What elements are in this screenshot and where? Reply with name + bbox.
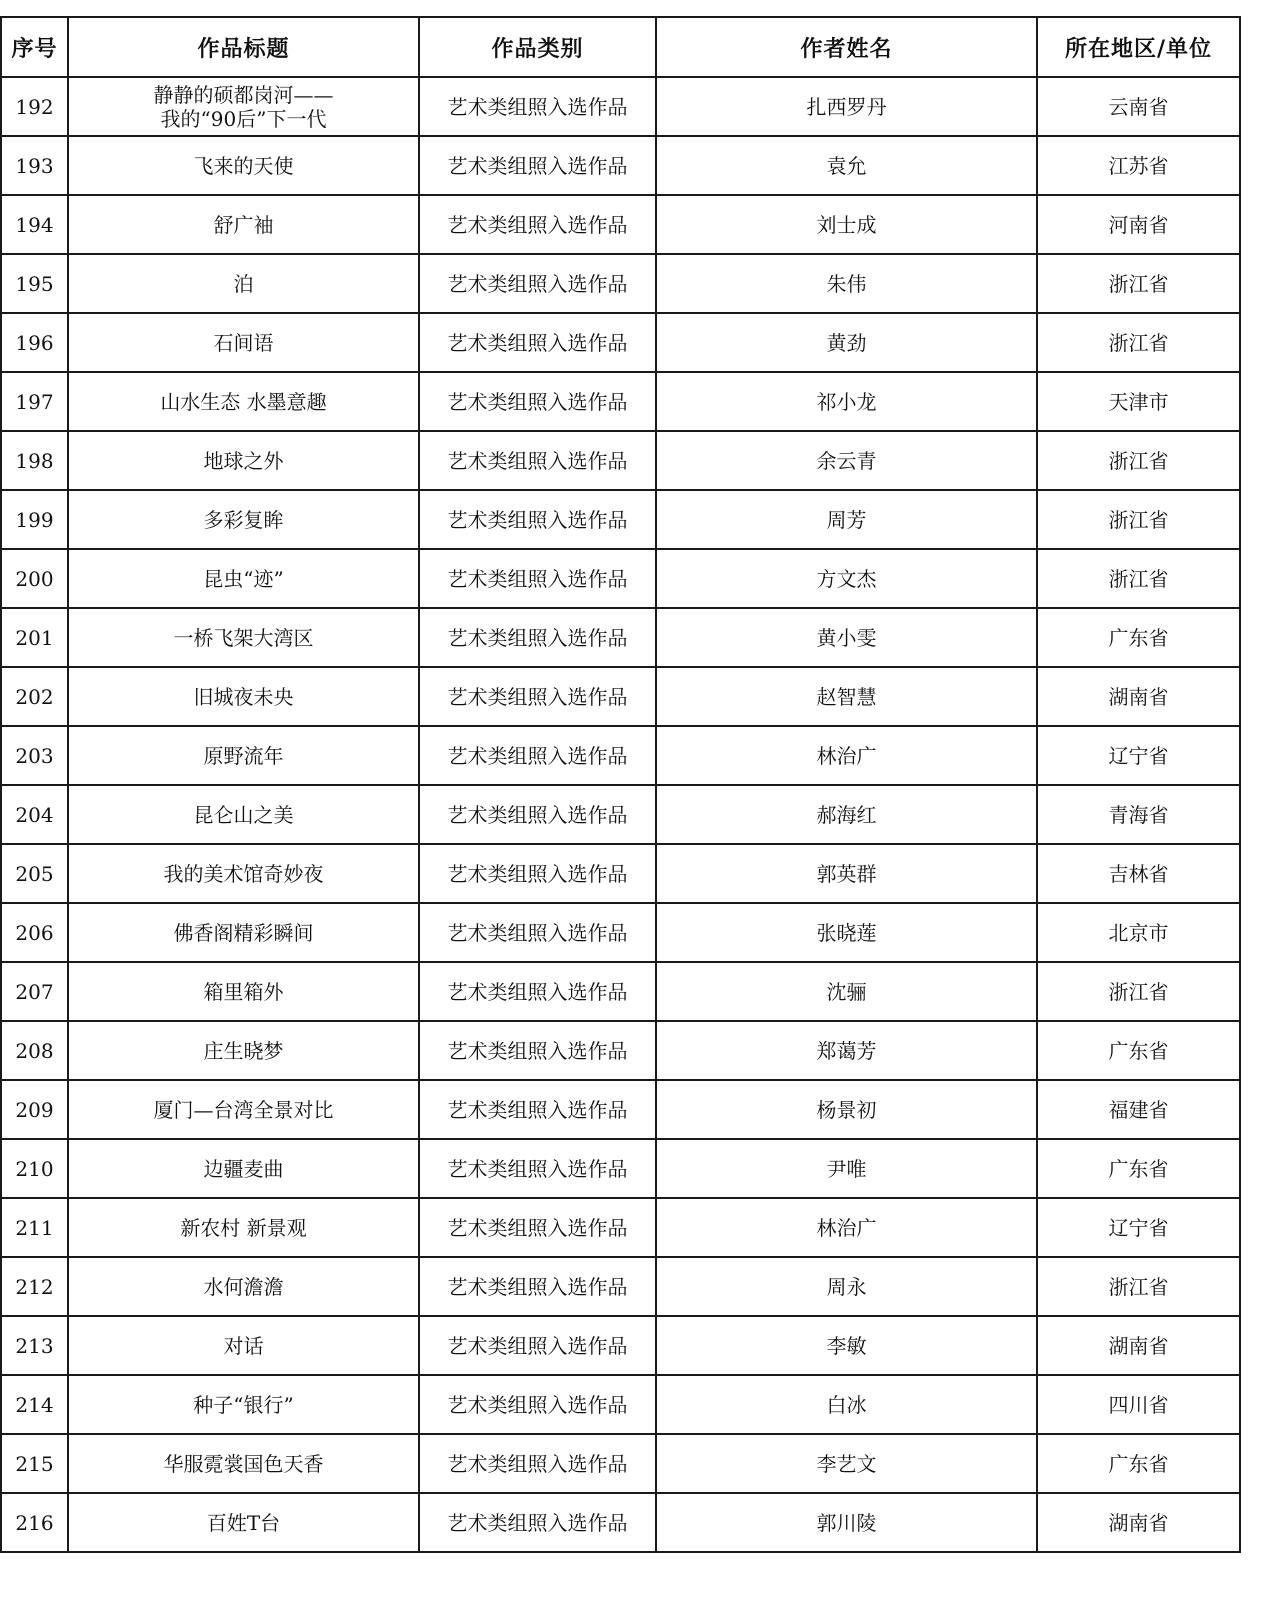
- cell-region: 广东省: [1037, 1139, 1240, 1198]
- cell-region: 浙江省: [1037, 1257, 1240, 1316]
- cell-category: 艺术类组照入选作品: [419, 77, 656, 136]
- cell-title: [68, 313, 419, 372]
- cell-no: 202: [1, 667, 68, 726]
- table-row: [1, 1257, 1240, 1316]
- cell-title: [68, 1198, 419, 1257]
- cell-title-line: 旧城夜未央: [193, 684, 294, 709]
- cell-author: 林治广: [656, 1198, 1037, 1257]
- cell-category: 艺术类组照入选作品: [419, 1139, 656, 1198]
- table-row: [1, 903, 1240, 962]
- cell-no: 199: [1, 490, 68, 549]
- cell-category: 艺术类组照入选作品: [419, 490, 656, 549]
- cell-author: 祁小龙: [656, 372, 1037, 431]
- cell-author: 周永: [656, 1257, 1037, 1316]
- cell-no: 196: [1, 313, 68, 372]
- cell-no: 209: [1, 1080, 68, 1139]
- cell-category: 艺术类组照入选作品: [419, 254, 656, 313]
- cell-region: 北京市: [1037, 903, 1240, 962]
- table-row: [1, 549, 1240, 608]
- cell-no: 216: [1, 1493, 68, 1552]
- cell-title-line: 多彩复眸: [203, 507, 284, 532]
- cell-title-line: 山水生态 水墨意趣: [160, 389, 327, 414]
- table-row: [1, 254, 1240, 313]
- results-table: [0, 16, 1241, 1553]
- cell-region: 辽宁省: [1037, 1198, 1240, 1257]
- cell-author: 沈骊: [656, 962, 1037, 1021]
- cell-title: [68, 1080, 419, 1139]
- table-row: [1, 1198, 1240, 1257]
- table-row: [1, 77, 1240, 136]
- table-row: [1, 195, 1240, 254]
- cell-title: [68, 549, 419, 608]
- cell-title-line: 我的“90后”下一代: [160, 106, 327, 131]
- cell-title: [68, 608, 419, 667]
- table-row: [1, 1434, 1240, 1493]
- cell-category: 艺术类组照入选作品: [419, 1080, 656, 1139]
- cell-author: 朱伟: [656, 254, 1037, 313]
- cell-title-line: 庄生晓梦: [203, 1038, 284, 1063]
- cell-no: 204: [1, 785, 68, 844]
- cell-no: 200: [1, 549, 68, 608]
- cell-region: 云南省: [1037, 77, 1240, 136]
- cell-region: 广东省: [1037, 1434, 1240, 1493]
- cell-author: 方文杰: [656, 549, 1037, 608]
- cell-title: [68, 1139, 419, 1198]
- cell-region: 河南省: [1037, 195, 1240, 254]
- cell-category: 艺术类组照入选作品: [419, 1316, 656, 1375]
- cell-title-line: 箱里箱外: [203, 979, 284, 1004]
- cell-title-line: 种子“银行”: [193, 1392, 294, 1417]
- cell-title: [68, 431, 419, 490]
- cell-title-line: 一桥飞架大湾区: [173, 625, 314, 650]
- cell-no: 194: [1, 195, 68, 254]
- header-no: 序号: [1, 17, 68, 77]
- cell-category: 艺术类组照入选作品: [419, 195, 656, 254]
- cell-author: 李艺文: [656, 1434, 1037, 1493]
- table-row: [1, 962, 1240, 1021]
- cell-title: [68, 490, 419, 549]
- cell-category: 艺术类组照入选作品: [419, 313, 656, 372]
- cell-category: 艺术类组照入选作品: [419, 844, 656, 903]
- cell-title-line: 百姓T台: [206, 1510, 281, 1535]
- cell-title: [68, 1493, 419, 1552]
- cell-title-line: 边疆麦曲: [203, 1156, 284, 1181]
- table-row: [1, 313, 1240, 372]
- cell-title-line: 舒广袖: [213, 212, 274, 237]
- cell-no: 208: [1, 1021, 68, 1080]
- cell-category: 艺术类组照入选作品: [419, 1375, 656, 1434]
- table-row: [1, 490, 1240, 549]
- cell-title: [68, 726, 419, 785]
- cell-title: [68, 1375, 419, 1434]
- cell-title-line: 原野流年: [203, 743, 284, 768]
- cell-category: 艺术类组照入选作品: [419, 431, 656, 490]
- cell-category: 艺术类组照入选作品: [419, 549, 656, 608]
- cell-title-line: 佛香阁精彩瞬间: [173, 920, 314, 945]
- cell-author: 赵智慧: [656, 667, 1037, 726]
- cell-title: [68, 254, 419, 313]
- cell-no: 212: [1, 1257, 68, 1316]
- cell-no: 201: [1, 608, 68, 667]
- cell-author: 杨景初: [656, 1080, 1037, 1139]
- cell-author: 余云青: [656, 431, 1037, 490]
- cell-title-line: 水何澹澹: [203, 1274, 284, 1299]
- table-row: [1, 785, 1240, 844]
- cell-no: 207: [1, 962, 68, 1021]
- cell-author: 尹唯: [656, 1139, 1037, 1198]
- cell-title-line: 静静的硕都岗河——: [153, 82, 334, 107]
- cell-region: 浙江省: [1037, 313, 1240, 372]
- cell-region: 四川省: [1037, 1375, 1240, 1434]
- cell-region: 浙江省: [1037, 549, 1240, 608]
- cell-title: [68, 136, 419, 195]
- cell-author: 林治广: [656, 726, 1037, 785]
- cell-region: 浙江省: [1037, 962, 1240, 1021]
- cell-title: [68, 1434, 419, 1493]
- table-row: [1, 1493, 1240, 1552]
- table-row: [1, 1080, 1240, 1139]
- cell-author: 李敏: [656, 1316, 1037, 1375]
- cell-author: 袁允: [656, 136, 1037, 195]
- table-row: [1, 1316, 1240, 1375]
- cell-no: 206: [1, 903, 68, 962]
- cell-no: 197: [1, 372, 68, 431]
- cell-no: 198: [1, 431, 68, 490]
- cell-author: 刘士成: [656, 195, 1037, 254]
- table-row: [1, 1021, 1240, 1080]
- cell-no: 195: [1, 254, 68, 313]
- cell-category: 艺术类组照入选作品: [419, 903, 656, 962]
- cell-region: 福建省: [1037, 1080, 1240, 1139]
- cell-author: 黄劲: [656, 313, 1037, 372]
- cell-category: 艺术类组照入选作品: [419, 1434, 656, 1493]
- cell-category: 艺术类组照入选作品: [419, 136, 656, 195]
- cell-no: 192: [1, 77, 68, 136]
- cell-title: [68, 372, 419, 431]
- cell-no: 193: [1, 136, 68, 195]
- cell-title-line: 新农村 新景观: [180, 1215, 307, 1240]
- cell-title: [68, 195, 419, 254]
- cell-category: 艺术类组照入选作品: [419, 608, 656, 667]
- cell-no: 214: [1, 1375, 68, 1434]
- cell-title-line: 厦门—台湾全景对比: [153, 1097, 334, 1122]
- cell-title-line: 我的美术馆奇妙夜: [163, 861, 324, 886]
- header-region: 所在地区/单位: [1037, 17, 1240, 77]
- cell-category: 艺术类组照入选作品: [419, 962, 656, 1021]
- table-row: [1, 431, 1240, 490]
- cell-author: 郑蔼芳: [656, 1021, 1037, 1080]
- cell-no: 203: [1, 726, 68, 785]
- cell-title: [68, 1021, 419, 1080]
- cell-region: 吉林省: [1037, 844, 1240, 903]
- cell-region: 湖南省: [1037, 667, 1240, 726]
- cell-title: [68, 903, 419, 962]
- table-row: [1, 844, 1240, 903]
- cell-title-line: 地球之外: [203, 448, 284, 473]
- cell-author: 郭川陵: [656, 1493, 1037, 1552]
- table-row: [1, 372, 1240, 431]
- cell-title-line: 飞来的天使: [193, 153, 294, 178]
- cell-title-line: 泊: [233, 271, 254, 296]
- header-title: 作品标题: [68, 17, 419, 77]
- cell-region: 浙江省: [1037, 254, 1240, 313]
- table-row: [1, 1375, 1240, 1434]
- cell-title-line: 石间语: [213, 330, 274, 355]
- cell-author: 周芳: [656, 490, 1037, 549]
- cell-title: [68, 1316, 419, 1375]
- table-row: [1, 1139, 1240, 1198]
- cell-no: 215: [1, 1434, 68, 1493]
- cell-region: 青海省: [1037, 785, 1240, 844]
- cell-category: 艺术类组照入选作品: [419, 1021, 656, 1080]
- cell-author: 白冰: [656, 1375, 1037, 1434]
- cell-title: [68, 962, 419, 1021]
- table-header-row: [1, 17, 1240, 77]
- header-author: 作者姓名: [656, 17, 1037, 77]
- cell-category: 艺术类组照入选作品: [419, 726, 656, 785]
- table-body: [1, 77, 1240, 1552]
- cell-category: 艺术类组照入选作品: [419, 785, 656, 844]
- cell-author: 黄小雯: [656, 608, 1037, 667]
- cell-region: 广东省: [1037, 1021, 1240, 1080]
- cell-no: 205: [1, 844, 68, 903]
- cell-title-line: 华服霓裳国色天香: [163, 1451, 324, 1476]
- cell-region: 湖南省: [1037, 1316, 1240, 1375]
- cell-category: 艺术类组照入选作品: [419, 372, 656, 431]
- table-row: [1, 667, 1240, 726]
- cell-category: 艺术类组照入选作品: [419, 1257, 656, 1316]
- cell-author: 郝海红: [656, 785, 1037, 844]
- cell-region: 广东省: [1037, 608, 1240, 667]
- cell-category: 艺术类组照入选作品: [419, 667, 656, 726]
- cell-author: 郭英群: [656, 844, 1037, 903]
- cell-title-line: 昆虫“迹”: [203, 566, 284, 591]
- cell-region: 浙江省: [1037, 431, 1240, 490]
- cell-title: [68, 1257, 419, 1316]
- cell-no: 213: [1, 1316, 68, 1375]
- header-category: 作品类别: [419, 17, 656, 77]
- cell-region: 江苏省: [1037, 136, 1240, 195]
- cell-region: 浙江省: [1037, 490, 1240, 549]
- cell-no: 210: [1, 1139, 68, 1198]
- cell-author: 扎西罗丹: [656, 77, 1037, 136]
- table-row: [1, 726, 1240, 785]
- cell-title-line: 昆仑山之美: [193, 802, 294, 827]
- cell-no: 211: [1, 1198, 68, 1257]
- table-row: [1, 136, 1240, 195]
- results-table-container: [0, 16, 1239, 1553]
- cell-category: 艺术类组照入选作品: [419, 1493, 656, 1552]
- cell-author: 张晓莲: [656, 903, 1037, 962]
- cell-title-line: 对话: [223, 1333, 264, 1358]
- cell-title: [68, 844, 419, 903]
- cell-title: [68, 77, 419, 136]
- cell-region: 辽宁省: [1037, 726, 1240, 785]
- cell-region: 天津市: [1037, 372, 1240, 431]
- table-row: [1, 608, 1240, 667]
- cell-title: [68, 785, 419, 844]
- cell-category: 艺术类组照入选作品: [419, 1198, 656, 1257]
- cell-region: 湖南省: [1037, 1493, 1240, 1552]
- cell-title: [68, 667, 419, 726]
